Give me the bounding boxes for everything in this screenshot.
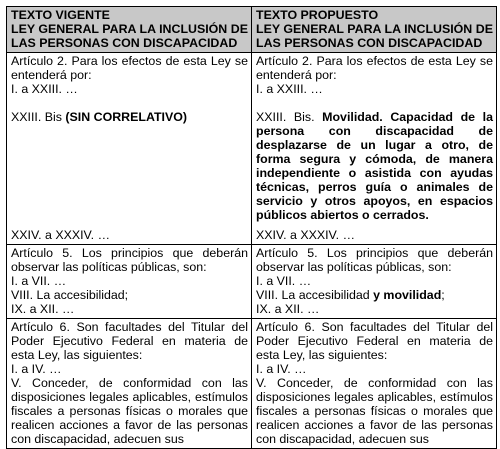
- article-2-current-intro: Artículo 2. Para los efectos de esta Ley se entenderá por:: [11, 54, 248, 82]
- article-6-proposed: [252, 319, 497, 449]
- article-5-proposed-item8-bold: y movilidad: [373, 288, 442, 302]
- article-5-proposed-item8-suffix: ;: [441, 288, 445, 302]
- article-6-current-intro: Artículo 6. Son facultades del Titular del Poder Ejecutivo Federal en materia de esta Ley, las siguientes:: [11, 320, 248, 362]
- article-2-proposed-bis-bold: Movilidad. Capacidad de la persona con discapacidad de desplazarse de un lugar a otro, de forma segura y cómoda, de manera independiente o asistida con ayudas técnicas, perros guía o animales de servicio y otros apoyos, en espacios públicos abiertos o cerrados.: [256, 110, 493, 222]
- article-6-proposed-intro: Artículo 6. Son facultades del Titular del Poder Ejecutivo Federal en materia de esta Ley, las siguientes:: [256, 320, 493, 362]
- article-5-proposed-range2: IX. a XII. …: [256, 302, 320, 316]
- article-5-proposed-item8-prefix: VIII. La accesibilidad: [256, 288, 374, 302]
- article-2-proposed-range2: XXIV. a XXXIV. …: [256, 228, 355, 242]
- article-6-current-item5: V. Conceder, de conformidad con las disposiciones legales aplicables, estímulos fiscales a personas físicas o morales que realicen acciones a favor de las personas con discapacidad, adecuen sus: [11, 376, 248, 446]
- article-2-current-bis: [11, 110, 248, 124]
- article-5-proposed-item8: [256, 288, 493, 302]
- header-right-subtitle: LEY GENERAL PARA LA INCLUSIÓN DE LAS PERSONAS CON DISCAPACIDAD: [256, 22, 493, 50]
- article-6-current: [7, 319, 252, 449]
- article-6-proposed-item5: V. Conceder, de conformidad con las disposiciones legales aplicables, estímulos fiscales a personas físicas o morales que realicen acciones a favor de las personas con discapacidad, adecuen sus: [256, 376, 493, 446]
- article-2-row: [7, 53, 497, 245]
- article-5-current-range1: I. a VII. …: [11, 274, 67, 288]
- article-2-proposed-bis-prefix: XXIII. Bis.: [256, 110, 323, 124]
- article-5-current-item8: VIII. La accesibilidad;: [11, 288, 129, 302]
- article-5-proposed: [252, 245, 497, 319]
- article-5-current: [7, 245, 252, 319]
- article-2-proposed-range1: I. a XXIII. …: [256, 82, 323, 96]
- article-5-current-range2: IX. a XII. …: [11, 302, 75, 316]
- article-5-proposed-range1: I. a VII. …: [256, 274, 312, 288]
- header-proposed-text: [252, 7, 497, 53]
- article-2-proposed-intro: Artículo 2. Para los efectos de esta Ley se entenderá por:: [256, 54, 493, 82]
- article-2-proposed: [252, 53, 497, 245]
- header-right-title: TEXTO PROPUESTO: [256, 8, 379, 22]
- article-2-proposed-bis: [256, 110, 493, 222]
- header-row: [7, 7, 497, 53]
- article-2-current-bis-bold: (SIN CORRELATIVO): [65, 110, 188, 124]
- header-left-subtitle: LEY GENERAL PARA LA INCLUSIÓN DE LAS PERSONAS CON DISCAPACIDAD: [11, 22, 248, 50]
- article-2-current-range1: I. a XXIII. …: [11, 82, 78, 96]
- article-6-current-range1: I. a IV. …: [11, 362, 62, 376]
- article-2-current-range2: XXIV. a XXXIV. …: [11, 228, 110, 242]
- article-6-proposed-range1: I. a IV. …: [256, 362, 307, 376]
- header-left-title: TEXTO VIGENTE: [11, 8, 110, 22]
- header-current-text: [7, 7, 252, 53]
- article-2-current: [7, 53, 252, 245]
- article-5-proposed-intro: Artículo 5. Los principios que deberán observar las políticas públicas, son:: [256, 246, 493, 274]
- comparison-table: [6, 6, 497, 449]
- article-5-current-intro: Artículo 5. Los principios que deberán observar las políticas públicas, son:: [11, 246, 248, 274]
- article-6-row: [7, 319, 497, 449]
- article-5-row: [7, 245, 497, 319]
- article-2-current-bis-prefix: XXIII. Bis: [11, 110, 66, 124]
